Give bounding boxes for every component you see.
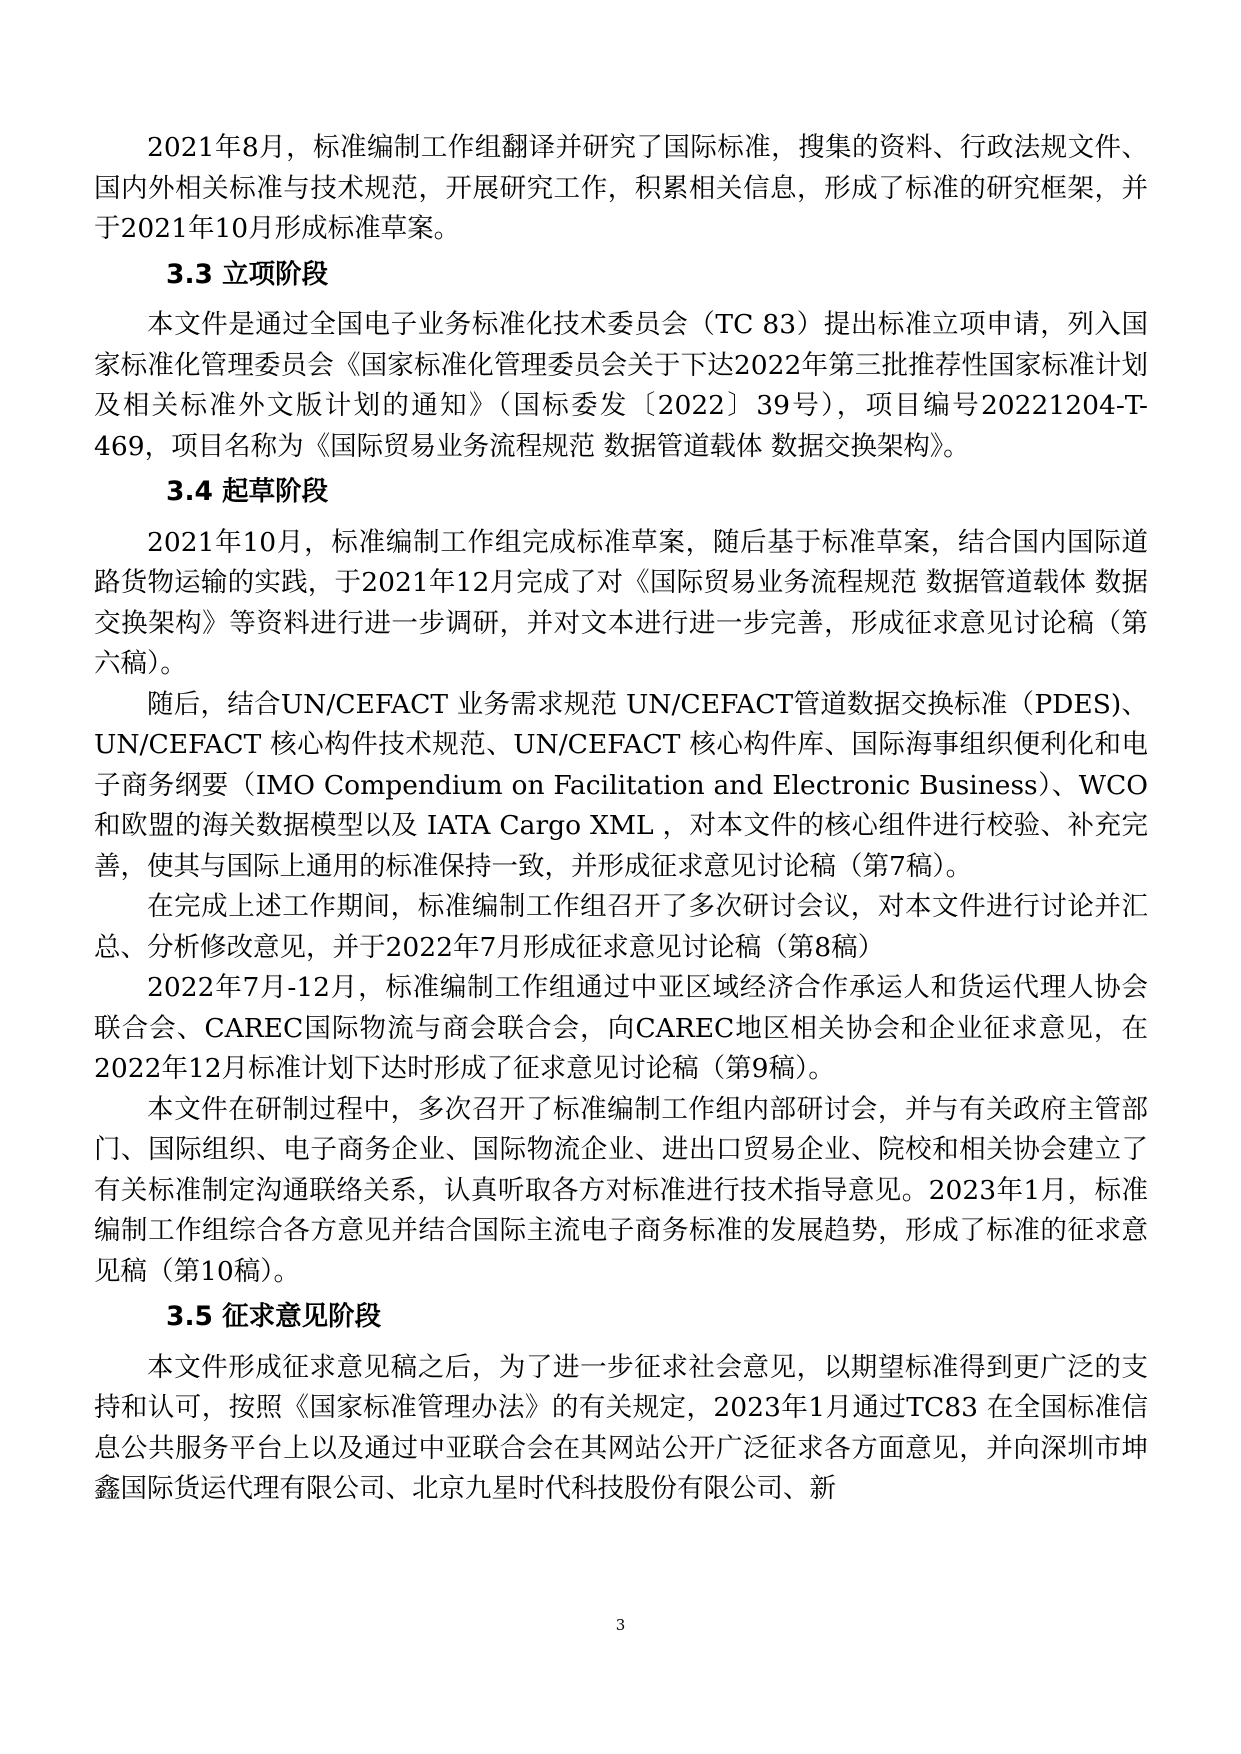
paragraph-standards-verification: 随后，结合UN/CEFACT 业务需求规范 UN/CEFACT管道数据交换标准（PDES)、UN/CEFACT 核心构件技术规范、UN/CEFACT 核心构件库、国际海事组织便利化和电子商务纲要（IMO Compendium on Facilitation and Electronic Business）、WCO 和欧盟的海关数据模型以及 IATA Cargo XML ，对本文件的核心组件进行校验、补充完善，使其与国际上通用的标准保持一致，并形成征求意见讨论稿（第7稿）。	[94, 688, 1148, 882]
section-heading-3-5: 3.5 征求意见阶段	[166, 1301, 382, 1332]
paragraph-project-approval: 本文件是通过全国电子业务标准化技术委员会（TC 83）提出标准立项申请，列入国家标准化管理委员会《国家标准化管理委员会关于下达2022年第三批推荐性国家标准计划及相关标准外文版计划的通知》（国标委发〔2022〕39号），项目编号20221204-T-469，项目名称为《国际贸易业务流程规范 数据管道载体 数据交换架构》。	[94, 309, 1148, 462]
document-body	[94, 128, 1148, 1510]
section-heading-3-4: 3.4 起草阶段	[166, 476, 329, 507]
paragraph-drafting-stage: 2021年10月，标准编制工作组完成标准草案，随后基于标准草案，结合国内国际道路货物运输的实践，于2021年12月完成了对《国际贸易业务流程规范 数据管道载体 数据交换架构》等资料进行进一步调研，并对文本进行进一步完善，形成征求意见讨论稿（第六稿）。	[94, 526, 1148, 679]
paragraph-research-process: 本文件在研制过程中，多次召开了标准编制工作组内部研讨会，并与有关政府主管部门、国际组织、电子商务企业、国际物流企业、进出口贸易企业、院校和相关协会建立了有关标准制定沟通联络关系，认真听取各方对标准进行技术指导意见。2023年1月，标准编制工作组综合各方意见并结合国际主流电子商务标准的发展趋势，形成了标准的征求意见稿（第10稿）。	[94, 1093, 1148, 1287]
section-heading-3-3: 3.3 立项阶段	[166, 258, 329, 290]
paragraph-carec-consultation: 2022年7月-12月，标准编制工作组通过中亚区域经济合作承运人和货运代理人协会联合会、CAREC国际物流与商会联合会，向CAREC地区相关协会和企业征求意见，在2022年12月标准计划下达时形成了征求意见讨论稿（第9稿）。	[94, 972, 1148, 1084]
paragraph-public-comment: 本文件形成征求意见稿之后，为了进一步征求社会意见，以期望标准得到更广泛的支持和认可，按照《国家标准管理办法》的有关规定，2023年1月通过TC83 在全国标准信息公共服务平台上以及通过中亚联合会在其网站公开广泛征求各方面意见，并向深圳市坤鑫国际货运代理有限公司、北京九星时代科技股份有限公司、新	[94, 1351, 1148, 1504]
paragraph-seminars: 在完成上述工作期间，标准编制工作组召开了多次研讨会议，对本文件进行讨论并汇总、分析修改意见，并于2022年7月形成征求意见讨论稿（第8稿）	[94, 891, 1148, 963]
page-number: 3	[615, 1616, 626, 1634]
paragraph-drafting-intro: 2021年8月，标准编制工作组翻译并研究了国际标准，搜集的资料、行政法规文件、国内外相关标准与技术规范，开展研究工作，积累相关信息，形成了标准的研究框架，并于2021年10月形成标准草案。	[94, 132, 1148, 244]
